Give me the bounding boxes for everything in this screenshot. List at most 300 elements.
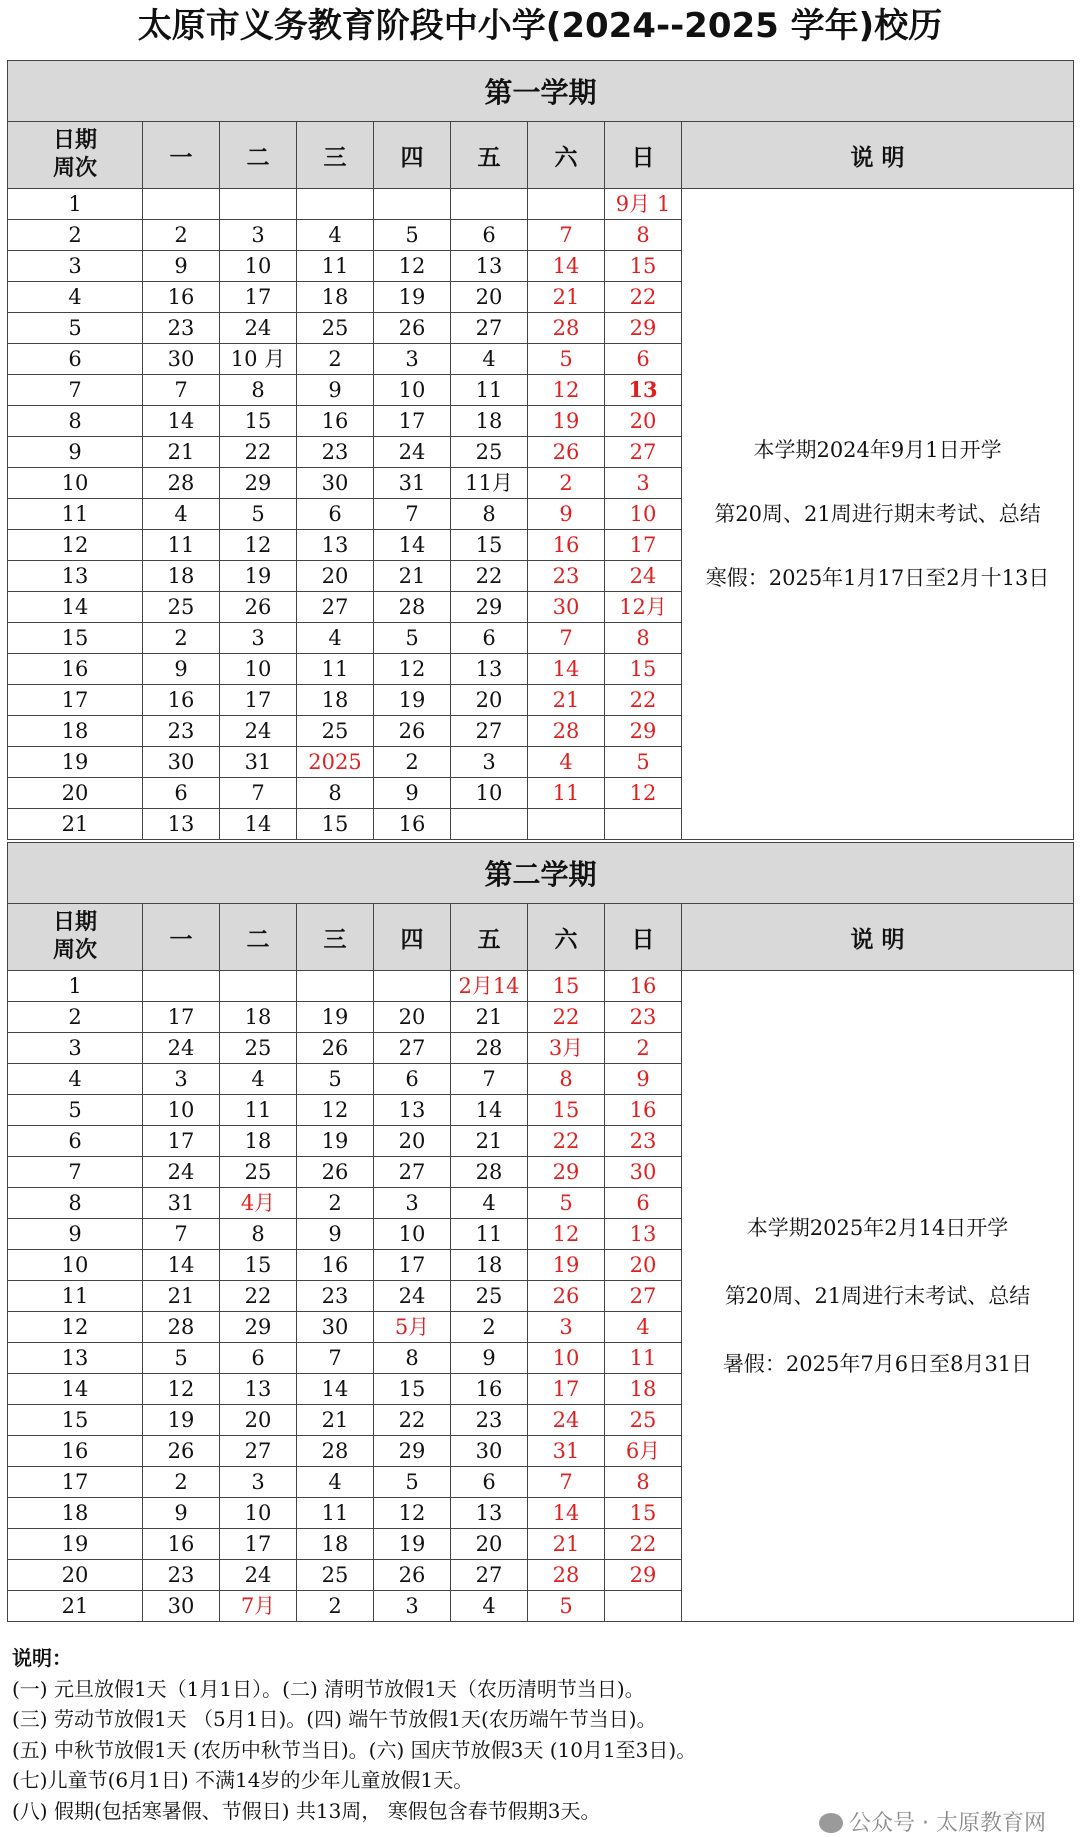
day-cell-wed xyxy=(297,971,374,1002)
day-cell-wed: 2025 xyxy=(297,747,374,778)
day-cell-mon: 30 xyxy=(143,1591,220,1622)
day-cell-wed: 20 xyxy=(297,561,374,592)
day-cell-sun: 5 xyxy=(605,747,682,778)
day-cell-tue: 10 xyxy=(220,654,297,685)
week-number-cell: 9 xyxy=(8,1219,143,1250)
day-cell-sun: 15 xyxy=(605,251,682,282)
day-cell-fri: 28 xyxy=(451,1033,528,1064)
footer-line: (五) 中秋节放假1天 (农历中秋节当日)。(六) 国庆节放假3天 (10月1至3日)。 xyxy=(12,1737,697,1762)
day-cell-sun: 8 xyxy=(605,220,682,251)
day-cell-mon: 18 xyxy=(143,561,220,592)
day-cell-sat: 9 xyxy=(528,499,605,530)
week-number-cell: 16 xyxy=(8,654,143,685)
day-cell-mon: 14 xyxy=(143,406,220,437)
semester-note: 寒假：2025年1月17日至2月十13日 xyxy=(705,566,1050,590)
day-cell-thu: 2 xyxy=(374,747,451,778)
day-cell-sun: 9 xyxy=(605,1064,682,1095)
day-cell-thu: 27 xyxy=(374,1033,451,1064)
day-cell-sun: 15 xyxy=(605,654,682,685)
day-cell-mon: 12 xyxy=(143,1374,220,1405)
day-cell-tue: 20 xyxy=(220,1405,297,1436)
week-number-cell: 7 xyxy=(8,375,143,406)
watermark xyxy=(819,1806,1046,1837)
day-cell-fri: 16 xyxy=(451,1374,528,1405)
day-cell-sat: 7 xyxy=(528,623,605,654)
day-cell-fri: 14 xyxy=(451,1095,528,1126)
day-cell-sat: 11 xyxy=(528,778,605,809)
day-cell-tue: 29 xyxy=(220,468,297,499)
day-header-thu: 四 xyxy=(374,904,451,971)
day-cell-fri: 20 xyxy=(451,685,528,716)
day-cell-wed: 12 xyxy=(297,1095,374,1126)
day-cell-sat: 21 xyxy=(528,1529,605,1560)
day-cell-sun: 13 xyxy=(605,1219,682,1250)
day-cell-sun: 8 xyxy=(605,623,682,654)
day-cell-fri: 18 xyxy=(451,406,528,437)
day-cell-thu: 26 xyxy=(374,716,451,747)
week-number-cell: 18 xyxy=(8,1498,143,1529)
day-cell-mon: 25 xyxy=(143,592,220,623)
day-cell-mon: 23 xyxy=(143,1560,220,1591)
week-header-week-label: 周次 xyxy=(52,156,97,181)
week-number-cell: 17 xyxy=(8,685,143,716)
day-cell-mon: 14 xyxy=(143,1250,220,1281)
day-cell-mon: 21 xyxy=(143,1281,220,1312)
day-cell-mon: 2 xyxy=(143,1467,220,1498)
day-cell-sun: 2 xyxy=(605,1033,682,1064)
day-header-thu: 四 xyxy=(374,122,451,189)
semester-1-body xyxy=(8,61,1074,840)
day-cell-wed: 30 xyxy=(297,468,374,499)
day-cell-mon: 9 xyxy=(143,1498,220,1529)
day-cell-mon: 23 xyxy=(143,716,220,747)
day-cell-fri: 6 xyxy=(451,1467,528,1498)
day-cell-sun: 16 xyxy=(605,971,682,1002)
week-number-cell: 3 xyxy=(8,251,143,282)
day-cell-sun: 29 xyxy=(605,1560,682,1591)
day-cell-wed: 2 xyxy=(297,1188,374,1219)
day-cell-fri: 6 xyxy=(451,623,528,654)
day-cell-sun: 22 xyxy=(605,685,682,716)
day-cell-tue: 7月 xyxy=(220,1591,297,1622)
day-cell-tue xyxy=(220,971,297,1002)
week-number-cell: 10 xyxy=(8,1250,143,1281)
day-cell-thu: 5 xyxy=(374,623,451,654)
week-number-cell: 12 xyxy=(8,1312,143,1343)
day-cell-mon: 24 xyxy=(143,1157,220,1188)
day-cell-thu: 14 xyxy=(374,530,451,561)
day-cell-sat: 4 xyxy=(528,747,605,778)
week-number-cell: 4 xyxy=(8,1064,143,1095)
day-cell-fri: 13 xyxy=(451,654,528,685)
week-number-cell: 12 xyxy=(8,530,143,561)
week-number-cell: 9 xyxy=(8,437,143,468)
day-cell-mon: 7 xyxy=(143,375,220,406)
day-cell-sat xyxy=(528,189,605,220)
week-number-cell: 2 xyxy=(8,1002,143,1033)
day-cell-wed: 7 xyxy=(297,1343,374,1374)
day-cell-thu: 5月 xyxy=(374,1312,451,1343)
day-cell-mon: 9 xyxy=(143,654,220,685)
day-cell-wed: 15 xyxy=(297,809,374,840)
day-header-tue: 二 xyxy=(220,122,297,189)
week-number-cell: 15 xyxy=(8,1405,143,1436)
week-number-cell: 17 xyxy=(8,1467,143,1498)
day-cell-mon: 31 xyxy=(143,1188,220,1219)
day-cell-fri: 28 xyxy=(451,1157,528,1188)
day-header-wed: 三 xyxy=(297,122,374,189)
day-cell-sat: 26 xyxy=(528,437,605,468)
day-cell-mon: 28 xyxy=(143,1312,220,1343)
day-cell-sun: 13 xyxy=(605,375,682,406)
day-cell-sun: 24 xyxy=(605,561,682,592)
day-cell-wed: 4 xyxy=(297,623,374,654)
semester-title: 第二学期 xyxy=(8,843,1074,904)
day-cell-sat: 12 xyxy=(528,375,605,406)
day-cell-sat: 8 xyxy=(528,1064,605,1095)
day-cell-fri: 22 xyxy=(451,561,528,592)
day-cell-sat: 22 xyxy=(528,1002,605,1033)
day-cell-mon: 16 xyxy=(143,1529,220,1560)
day-cell-sat: 24 xyxy=(528,1405,605,1436)
day-cell-sun: 10 xyxy=(605,499,682,530)
day-cell-mon: 7 xyxy=(143,1219,220,1250)
week-number-cell: 14 xyxy=(8,1374,143,1405)
day-cell-mon: 2 xyxy=(143,220,220,251)
day-cell-wed: 4 xyxy=(297,220,374,251)
semester-note: 本学期2025年2月14日开学 xyxy=(746,1216,1009,1240)
day-cell-mon: 19 xyxy=(143,1405,220,1436)
week-number-cell: 1 xyxy=(8,971,143,1002)
day-cell-wed xyxy=(297,189,374,220)
footer-heading: 说明： xyxy=(12,1646,72,1670)
day-cell-sat: 3月 xyxy=(528,1033,605,1064)
day-cell-thu: 24 xyxy=(374,1281,451,1312)
week-number-cell: 21 xyxy=(8,809,143,840)
footer-line: (八) 假期(包括寒暑假、节假日) 共13周， 寒假包含春节假期3天。 xyxy=(12,1798,601,1823)
footer-line: (三) 劳动节放假1天 （5月1日)。(四) 端午节放假1天(农历端午节当日)。 xyxy=(12,1707,657,1731)
week-column-header xyxy=(8,122,143,189)
day-cell-thu: 5 xyxy=(374,1467,451,1498)
day-cell-sat: 31 xyxy=(528,1436,605,1467)
week-number-cell: 15 xyxy=(8,623,143,654)
week-number-cell: 13 xyxy=(8,1343,143,1374)
day-cell-sat: 10 xyxy=(528,1343,605,1374)
day-cell-tue: 18 xyxy=(220,1002,297,1033)
day-cell-thu: 5 xyxy=(374,220,451,251)
day-cell-wed: 9 xyxy=(297,375,374,406)
day-cell-thu: 19 xyxy=(374,282,451,313)
day-cell-sat: 7 xyxy=(528,1467,605,1498)
day-cell-mon: 28 xyxy=(143,468,220,499)
day-cell-sun: 27 xyxy=(605,437,682,468)
day-cell-sun: 6 xyxy=(605,344,682,375)
semester-note: 本学期2024年9月1日开学 xyxy=(753,438,1002,462)
day-cell-fri: 7 xyxy=(451,1064,528,1095)
day-cell-tue: 24 xyxy=(220,313,297,344)
day-cell-wed: 19 xyxy=(297,1126,374,1157)
day-cell-sat: 19 xyxy=(528,1250,605,1281)
day-cell-thu: 10 xyxy=(374,1219,451,1250)
week-number-cell: 8 xyxy=(8,1188,143,1219)
day-cell-tue: 24 xyxy=(220,716,297,747)
day-header-fri: 五 xyxy=(451,904,528,971)
day-cell-mon: 6 xyxy=(143,778,220,809)
day-cell-thu: 20 xyxy=(374,1002,451,1033)
day-cell-wed: 25 xyxy=(297,313,374,344)
week-row xyxy=(8,971,1074,1002)
day-cell-sun xyxy=(605,1591,682,1622)
day-cell-tue: 6 xyxy=(220,1343,297,1374)
day-cell-mon: 24 xyxy=(143,1033,220,1064)
week-number-cell: 1 xyxy=(8,189,143,220)
day-cell-wed: 11 xyxy=(297,654,374,685)
day-cell-mon xyxy=(143,971,220,1002)
day-header-sat: 六 xyxy=(528,122,605,189)
day-cell-wed: 16 xyxy=(297,406,374,437)
day-cell-wed: 16 xyxy=(297,1250,374,1281)
notes-header: 说 明 xyxy=(682,122,1074,189)
day-cell-tue: 15 xyxy=(220,406,297,437)
day-cell-wed: 25 xyxy=(297,716,374,747)
day-cell-tue: 29 xyxy=(220,1312,297,1343)
day-cell-sun: 27 xyxy=(605,1281,682,1312)
day-cell-sun: 29 xyxy=(605,716,682,747)
day-cell-sun: 4 xyxy=(605,1312,682,1343)
day-cell-thu: 24 xyxy=(374,437,451,468)
day-cell-mon: 13 xyxy=(143,809,220,840)
semester-notes-cell xyxy=(682,189,1074,840)
day-cell-thu: 26 xyxy=(374,1560,451,1591)
day-cell-sat xyxy=(528,809,605,840)
day-cell-thu: 8 xyxy=(374,1343,451,1374)
day-cell-sat: 16 xyxy=(528,530,605,561)
day-cell-sun: 11 xyxy=(605,1343,682,1374)
day-cell-tue: 13 xyxy=(220,1374,297,1405)
day-cell-wed: 13 xyxy=(297,530,374,561)
day-cell-sun: 23 xyxy=(605,1126,682,1157)
semester-note: 第20周、21周进行末考试、总结 xyxy=(724,1284,1031,1308)
week-number-cell: 11 xyxy=(8,499,143,530)
week-number-cell: 3 xyxy=(8,1033,143,1064)
week-number-cell: 11 xyxy=(8,1281,143,1312)
day-cell-fri: 11月 xyxy=(451,468,528,499)
semester-2-calendar-table xyxy=(7,842,1074,1622)
day-cell-tue: 24 xyxy=(220,1560,297,1591)
day-cell-fri xyxy=(451,189,528,220)
day-cell-sun: 22 xyxy=(605,1529,682,1560)
day-cell-fri: 11 xyxy=(451,1219,528,1250)
day-cell-tue: 11 xyxy=(220,1095,297,1126)
day-cell-thu: 21 xyxy=(374,561,451,592)
week-row xyxy=(8,189,1074,220)
watermark-text: 公众号 · 太原教育网 xyxy=(849,1811,1046,1836)
week-number-cell: 5 xyxy=(8,1095,143,1126)
day-cell-thu: 29 xyxy=(374,1436,451,1467)
day-cell-fri: 15 xyxy=(451,530,528,561)
day-cell-mon: 23 xyxy=(143,313,220,344)
day-cell-wed: 19 xyxy=(297,1002,374,1033)
day-cell-sun: 12月 xyxy=(605,592,682,623)
week-number-cell: 6 xyxy=(8,344,143,375)
day-header-mon: 一 xyxy=(143,904,220,971)
day-cell-wed: 23 xyxy=(297,1281,374,1312)
day-cell-wed: 23 xyxy=(297,437,374,468)
week-column-header xyxy=(8,904,143,971)
day-cell-fri: 30 xyxy=(451,1436,528,1467)
footer-notes xyxy=(12,1643,1072,1826)
semester-notes-cell xyxy=(682,971,1074,1622)
day-cell-sat: 12 xyxy=(528,1219,605,1250)
day-cell-tue: 3 xyxy=(220,1467,297,1498)
day-header-sun: 日 xyxy=(605,904,682,971)
day-cell-sun: 18 xyxy=(605,1374,682,1405)
day-cell-tue: 10 月 xyxy=(220,344,297,375)
week-header-date-label: 日期 xyxy=(52,910,97,935)
day-cell-tue: 15 xyxy=(220,1250,297,1281)
day-cell-tue: 3 xyxy=(220,220,297,251)
day-cell-mon: 11 xyxy=(143,530,220,561)
column-header-row xyxy=(8,904,1074,971)
day-cell-tue: 8 xyxy=(220,375,297,406)
day-cell-sat: 15 xyxy=(528,1095,605,1126)
day-cell-sun: 20 xyxy=(605,1250,682,1281)
day-cell-wed: 18 xyxy=(297,282,374,313)
day-cell-fri: 21 xyxy=(451,1126,528,1157)
day-cell-fri: 27 xyxy=(451,1560,528,1591)
day-cell-fri: 11 xyxy=(451,375,528,406)
day-cell-sat: 26 xyxy=(528,1281,605,1312)
day-cell-thu: 6 xyxy=(374,1064,451,1095)
day-cell-tue: 25 xyxy=(220,1033,297,1064)
day-cell-sun: 30 xyxy=(605,1157,682,1188)
day-cell-tue: 3 xyxy=(220,623,297,654)
day-cell-sat: 30 xyxy=(528,592,605,623)
day-cell-fri: 25 xyxy=(451,1281,528,1312)
day-cell-sun: 9月 1 xyxy=(605,189,682,220)
day-cell-sat: 14 xyxy=(528,1498,605,1529)
day-cell-wed: 8 xyxy=(297,778,374,809)
wechat-icon xyxy=(819,1813,843,1833)
day-cell-thu: 9 xyxy=(374,778,451,809)
day-cell-thu xyxy=(374,971,451,1002)
day-cell-thu: 19 xyxy=(374,1529,451,1560)
day-cell-thu: 7 xyxy=(374,499,451,530)
day-header-mon: 一 xyxy=(143,122,220,189)
day-cell-tue: 14 xyxy=(220,809,297,840)
day-cell-tue: 12 xyxy=(220,530,297,561)
week-number-cell: 7 xyxy=(8,1157,143,1188)
column-header-row xyxy=(8,122,1074,189)
week-header-date-label: 日期 xyxy=(52,128,97,153)
day-cell-sat: 29 xyxy=(528,1157,605,1188)
day-cell-tue: 17 xyxy=(220,685,297,716)
day-cell-sat: 23 xyxy=(528,561,605,592)
day-cell-sat: 3 xyxy=(528,1312,605,1343)
day-cell-wed: 6 xyxy=(297,499,374,530)
semester-1-calendar-table xyxy=(7,60,1074,840)
day-cell-tue: 10 xyxy=(220,251,297,282)
day-cell-wed: 18 xyxy=(297,1529,374,1560)
day-cell-sun xyxy=(605,809,682,840)
day-cell-tue: 10 xyxy=(220,1498,297,1529)
day-cell-sat: 5 xyxy=(528,344,605,375)
day-cell-wed: 28 xyxy=(297,1436,374,1467)
day-cell-mon: 21 xyxy=(143,437,220,468)
day-cell-mon: 30 xyxy=(143,747,220,778)
day-cell-tue: 25 xyxy=(220,1157,297,1188)
day-cell-fri: 20 xyxy=(451,282,528,313)
day-cell-tue: 5 xyxy=(220,499,297,530)
day-cell-fri: 4 xyxy=(451,344,528,375)
day-cell-fri: 10 xyxy=(451,778,528,809)
week-number-cell: 14 xyxy=(8,592,143,623)
day-cell-sat: 28 xyxy=(528,1560,605,1591)
day-cell-sun: 8 xyxy=(605,1467,682,1498)
day-cell-mon: 10 xyxy=(143,1095,220,1126)
day-cell-fri: 13 xyxy=(451,1498,528,1529)
day-cell-sat: 19 xyxy=(528,406,605,437)
day-cell-fri: 4 xyxy=(451,1188,528,1219)
day-cell-fri: 2月14 xyxy=(451,971,528,1002)
day-cell-tue: 17 xyxy=(220,1529,297,1560)
week-number-cell: 20 xyxy=(8,778,143,809)
day-cell-thu: 12 xyxy=(374,654,451,685)
week-number-cell: 16 xyxy=(8,1436,143,1467)
semester-2-body xyxy=(8,843,1074,1622)
day-cell-thu: 16 xyxy=(374,809,451,840)
page-title: 太原市义务教育阶段中小学(2024--2025 学年)校历 xyxy=(137,6,943,46)
day-cell-thu: 17 xyxy=(374,406,451,437)
day-cell-mon: 16 xyxy=(143,685,220,716)
day-cell-mon: 4 xyxy=(143,499,220,530)
day-cell-wed: 18 xyxy=(297,685,374,716)
week-number-cell: 2 xyxy=(8,220,143,251)
day-cell-thu: 10 xyxy=(374,375,451,406)
week-number-cell: 20 xyxy=(8,1560,143,1591)
day-cell-sat: 17 xyxy=(528,1374,605,1405)
day-cell-tue: 4 xyxy=(220,1064,297,1095)
week-number-cell: 19 xyxy=(8,1529,143,1560)
day-cell-tue: 7 xyxy=(220,778,297,809)
day-cell-fri: 2 xyxy=(451,1312,528,1343)
day-cell-fri: 4 xyxy=(451,1591,528,1622)
day-cell-mon: 26 xyxy=(143,1436,220,1467)
week-number-cell: 5 xyxy=(8,313,143,344)
day-cell-wed: 11 xyxy=(297,1498,374,1529)
day-cell-mon: 30 xyxy=(143,344,220,375)
day-cell-sun: 15 xyxy=(605,1498,682,1529)
day-cell-wed: 21 xyxy=(297,1405,374,1436)
day-cell-tue: 4月 xyxy=(220,1188,297,1219)
week-number-cell: 10 xyxy=(8,468,143,499)
day-cell-sun: 23 xyxy=(605,1002,682,1033)
day-header-fri: 五 xyxy=(451,122,528,189)
day-cell-thu: 31 xyxy=(374,468,451,499)
day-cell-thu: 12 xyxy=(374,251,451,282)
week-header-week-label: 周次 xyxy=(52,938,97,963)
day-cell-fri: 20 xyxy=(451,1529,528,1560)
day-cell-sat: 14 xyxy=(528,251,605,282)
day-cell-wed: 11 xyxy=(297,251,374,282)
day-cell-thu: 3 xyxy=(374,1188,451,1219)
day-cell-wed: 27 xyxy=(297,592,374,623)
day-cell-fri: 21 xyxy=(451,1002,528,1033)
footer-line: (一) 元旦放假1天（1月1日）。(二) 清明节放假1天（农历清明节当日)。 xyxy=(12,1676,645,1701)
day-cell-sat: 5 xyxy=(528,1591,605,1622)
day-cell-fri: 3 xyxy=(451,747,528,778)
day-cell-fri: 23 xyxy=(451,1405,528,1436)
